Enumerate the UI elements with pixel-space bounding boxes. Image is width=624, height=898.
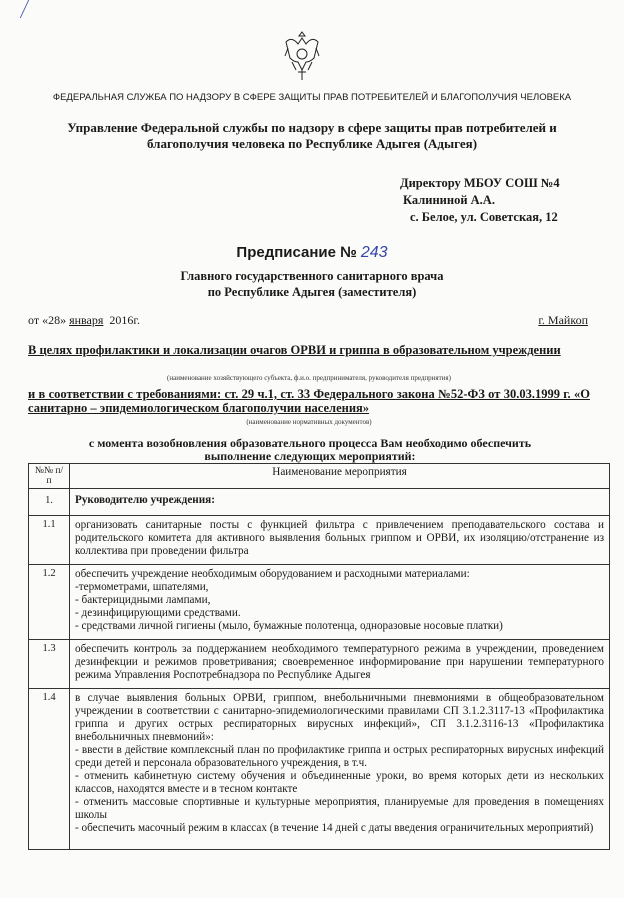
issue-city: г. Майкоп [538, 313, 588, 327]
date-day: от «28» [28, 313, 67, 327]
subtitle-line: по Республике Адыгея (заместителя) [207, 285, 417, 299]
pen-mark [20, 0, 39, 18]
addressee-line: с. Белое, ул. Советская, 12 [410, 210, 558, 224]
row-num: 1.1 [29, 516, 70, 565]
measures-table [28, 463, 610, 850]
subtitle-line: Главного государственного санитарного врача [180, 269, 444, 283]
row-line: обеспечить учреждение необходимым оборудованием и расходными материалами: [75, 568, 470, 580]
addressee-block [400, 175, 600, 226]
document-title [0, 244, 624, 262]
table-header-row [29, 464, 610, 489]
coat-of-arms-emblem [282, 28, 322, 84]
department-name: Управление Федеральной службы по надзору в сфере защиты прав потребителей и благополучия человека по Республике Адыгея (Адыгея) [67, 120, 557, 151]
table-row [29, 565, 610, 640]
table-row [29, 516, 610, 565]
row-line: - отменить кабинетную систему обучения и объединенные уроки, во время которых дети из нескольких классов, находятся вместе и в тесном контакте [75, 770, 604, 795]
row-num: 1.3 [29, 640, 70, 689]
row-line: -термометрами, шпателями, [75, 581, 209, 593]
row-text: организовать санитарные посты с функцией фильтра с привлечением преподавательского состава и родительского комитета для активного выявления больных гриппом и ОРВИ, их изоляцию/отстранение из коллектива при проведении фильтра [70, 516, 610, 565]
basis-note: (наименование нормативных документов) [246, 418, 372, 426]
agency-name-caps: ФЕДЕРАЛЬНАЯ СЛУЖБА ПО НАДЗОРУ В СФЕРЕ ЗАЩИТЫ ПРАВ ПОТРЕБИТЕЛЕЙ И БЛАГОПОЛУЧИЯ ЧЕЛОВЕКА [52, 92, 572, 103]
row-text: Руководителю учреждения: [70, 489, 610, 516]
header-num: №№ п/п [29, 464, 70, 489]
row-num: 1.4 [29, 689, 70, 850]
intro-text [60, 437, 560, 463]
row-num: 1.2 [29, 565, 70, 640]
intro-line: выполнение следующих мероприятий: [204, 449, 416, 463]
row-line: в случае выявления больных ОРВИ, гриппом, внебольничными пневмониями в общеобразовательном учреждении в соответствии с санитарно-эпидемиологическими правилами СП 3.1.2.3117-13 «Профилактика гриппа и других острых респираторных вирусных инфекций», СП 3.1.2.3116-13 «Профилактика внебольничных пневмоний»: [75, 692, 604, 743]
date-month: января [69, 313, 104, 327]
purpose-note: (наименование хозяйствующего субъекта, ф.и.о. предпринимателя, руководителя предприятия) [167, 374, 451, 382]
addressee-line: Директору МБОУ СОШ №4 [400, 176, 560, 190]
addressee-line: Калининой А.А. [403, 193, 495, 207]
row-num: 1. [29, 489, 70, 516]
row-line: - бактерицидными лампами, [75, 594, 211, 606]
basis-text: и в соответствии с требованиями: ст. 29 ч.1, ст. 33 Федерального закона №52-ФЗ от 30.03.1999 г. «О санитарно – эпидемиологическом благополучии населения» [28, 387, 590, 415]
intro-line: с момента возобновления образовательного процесса Вам необходимо обеспечить [88, 436, 532, 450]
date-year: 2016г. [109, 313, 140, 327]
row-line: - отменить массовые спортивные и культурные мероприятия, планируемые для проведения в помещениях школы [75, 796, 604, 821]
table-row [29, 689, 610, 850]
table-row [29, 489, 610, 516]
row-text [70, 689, 610, 850]
row-text: обеспечить контроль за поддержанием необходимого температурного режима в учреждении, проведением дезинфекции и режимов проветривания; своевременное информирование при нарушении температурного режима Управления Роспотребнадзора по Республике Адыгея [70, 640, 610, 689]
title-label: Предписание № [236, 244, 357, 261]
issue-date [28, 313, 140, 328]
row-line: - средствами личной гигиены (мыло, бумажные полотенца, одноразовые носовые платки) [75, 620, 503, 632]
issuer-subtitle [0, 268, 624, 300]
row-line: - обеспечить масочный режим в классах (в течение 14 дней с даты введения ограничительных мероприятий) [75, 822, 594, 834]
handwritten-number: 243 [360, 244, 388, 261]
row-text [70, 565, 610, 640]
table-row [29, 640, 610, 689]
row-line: - ввести в действие комплексный план по профилактике гриппа и острых респираторных вирусных инфекций среди детей и персонала образовательного учреждения, в т.ч. [75, 744, 604, 769]
row-line: - дезинфицирующими средствами. [75, 607, 241, 619]
header-name: Наименование мероприятия [70, 464, 610, 489]
dateline [28, 313, 588, 328]
purpose-text: В целях профилактики и локализации очагов ОРВИ и гриппа в образовательном учреждении [28, 343, 561, 357]
